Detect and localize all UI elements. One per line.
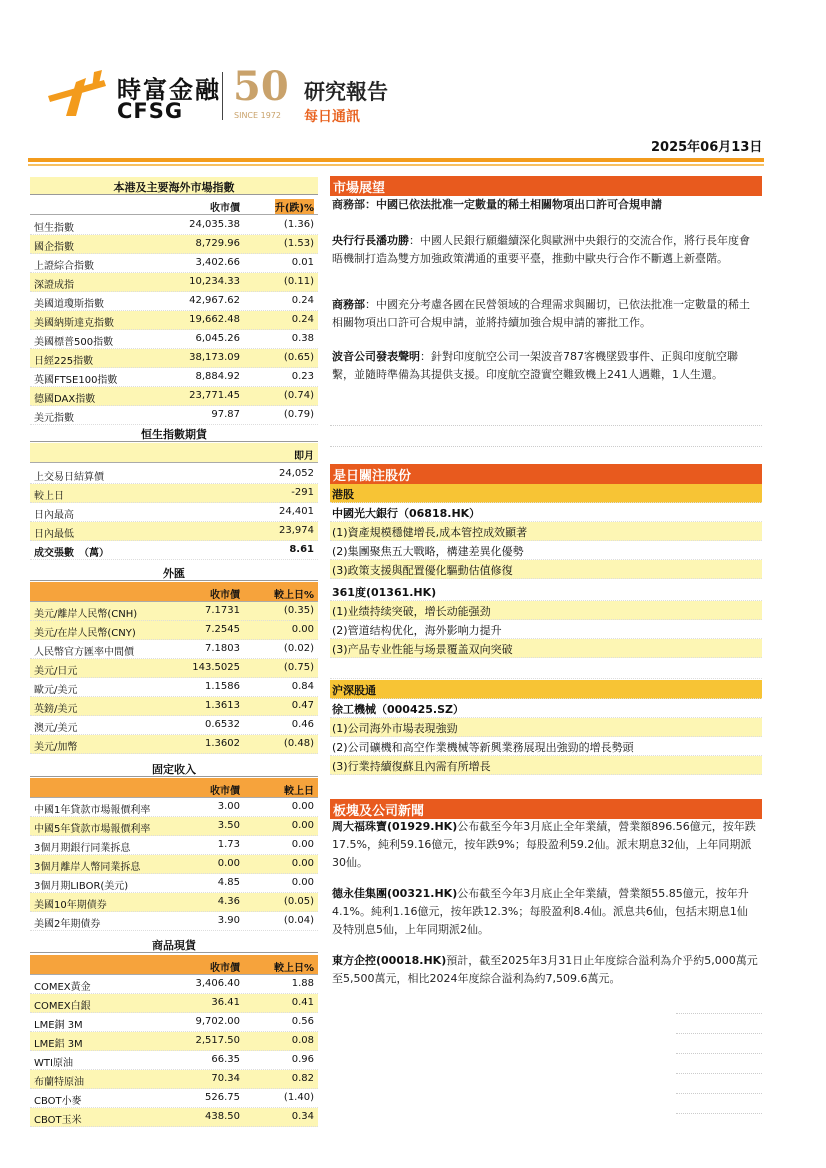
index-change: (0.79) (283, 409, 314, 420)
table-row (30, 1013, 318, 1032)
section-title: 外匯 (163, 567, 185, 580)
rate-value: 4.36 (217, 896, 240, 907)
blank-row (330, 660, 762, 679)
stock-name (330, 699, 762, 718)
stock-name-text: 徐工機械（000425.SZ） (332, 703, 464, 716)
table-row (30, 465, 318, 484)
rate-value: 0.00 (217, 858, 240, 869)
index-price: 3,402.66 (195, 257, 240, 268)
rate-name: 美國10年期債券 (34, 900, 107, 911)
table-row (30, 273, 318, 292)
column-header: 收市價 (210, 590, 240, 601)
futures-value: -291 (291, 487, 314, 498)
fx-price: 1.3613 (205, 700, 240, 711)
table-row (30, 697, 318, 716)
column-header: 收市價 (210, 203, 240, 214)
futures-value: 24,401 (279, 506, 314, 517)
stock-point-text: (3)政策支援與配置優化驅動估值修復 (332, 564, 513, 577)
column-header: 收市價 (210, 963, 240, 974)
table-row (30, 311, 318, 330)
commodity-price: 36.41 (211, 997, 240, 1008)
futures-label: 日內最低 (34, 529, 74, 540)
news-item-3: 東方企控(00018.HK)預計，截至2025年3月31日止年度綜合溢利為介乎約5,000萬元至5,500萬元，相比2024年度綜合溢利為約7,509.6萬元。 (332, 954, 758, 985)
stock-name-text: 中國光大銀行（06818.HK） (332, 507, 481, 520)
table-header (30, 443, 318, 463)
index-price: 24,035.38 (189, 219, 240, 230)
fx-price: 0.6532 (205, 719, 240, 730)
table-row (30, 994, 318, 1013)
stock-point (330, 718, 762, 737)
futures-label: 較上日 (34, 491, 64, 502)
index-change: 0.01 (291, 257, 314, 268)
fx-price: 1.1586 (205, 681, 240, 692)
futures-value: 24,052 (279, 468, 314, 479)
index-change: (0.11) (283, 276, 314, 287)
report-subtitle: 每日通訊 (304, 109, 360, 125)
fx-price: 1.3602 (205, 738, 240, 749)
table-row (30, 235, 318, 254)
column-header: 較上日 (284, 786, 314, 797)
market-paragraph-2: 商務部：中國充分考慮各國在民營領域的合理需求與關切，已依法批准一定數量的稀土相關物項出口許可合規申請，並將持續加強合規申請的審批工作。 (332, 298, 750, 329)
section-title-fixed-income (30, 759, 318, 777)
fx-name: 英鎊/美元 (34, 704, 78, 715)
index-name: 美國道瓊斯指數 (34, 299, 104, 310)
stock-point-text: (3)行業持續復蘇且內需有所增長 (332, 760, 491, 773)
table-row (30, 874, 318, 893)
anniversary-logo: 50 (233, 63, 289, 110)
market-paragraph-1: 央行行長潘功勝：中國人民銀行願繼續深化與歐洲中央銀行的交流合作，將行長年度會晤機制打造為雙方加強政策溝通的重要平臺，推動中歐央行合作不斷邁上新臺階。 (332, 234, 750, 265)
rate-change: (0.05) (283, 896, 314, 907)
table-row (30, 216, 318, 235)
commodity-price: 526.75 (205, 1092, 240, 1103)
stock-name (330, 503, 762, 522)
commodity-name: COMEX白銀 (34, 1001, 91, 1012)
commodity-change: (1.40) (283, 1092, 314, 1103)
futures-value: 23,974 (279, 525, 314, 536)
commodity-name: COMEX黃金 (34, 982, 91, 993)
logo-divider (222, 72, 223, 120)
report-date: 2025年06月13日 (651, 140, 763, 155)
table-row (30, 541, 318, 560)
section-title: 固定收入 (152, 763, 196, 776)
index-change: (1.36) (283, 219, 314, 230)
section-title: 本港及主要海外市場指數 (113, 181, 235, 194)
commodity-change: 0.56 (291, 1016, 314, 1027)
stock-point (330, 639, 762, 658)
table-row (30, 735, 318, 754)
fx-price: 143.5025 (192, 662, 240, 673)
divider (676, 1013, 762, 1015)
divider (330, 425, 762, 427)
table-row (30, 912, 318, 931)
market-paragraph-3: 波音公司發表聲明：針對印度航空公司一架波音787客機墜毀事件、正與印度航空聯繫，並隨時準備為其提供支援。印度航空證實空難致機上241人遇難，1人生還。 (332, 350, 738, 381)
fx-change: 0.46 (291, 719, 314, 730)
stock-point (330, 522, 762, 541)
rate-value: 1.73 (217, 839, 240, 850)
index-price: 97.87 (211, 409, 240, 420)
rate-value: 4.85 (217, 877, 240, 888)
fx-name: 美元/離岸人民幣(CNH) (34, 609, 138, 620)
fx-change: (0.35) (283, 605, 314, 616)
table-row (30, 602, 318, 621)
commodity-change: 0.96 (291, 1054, 314, 1065)
table-row (30, 387, 318, 406)
table-row (30, 659, 318, 678)
index-change: (1.53) (283, 238, 314, 249)
futures-label: 上交易日結算價 (34, 472, 104, 483)
stock-point-text: (1)資產規模穩健增長,成本管控成效顯著 (332, 526, 528, 539)
table-row (30, 292, 318, 311)
commodity-name: CBOT小麥 (34, 1096, 82, 1107)
table-row (30, 503, 318, 522)
column-header: 收市價 (210, 786, 240, 797)
column-header: 升(跌)% (275, 199, 314, 214)
stock-point-text: (1)公司海外市場表現強勁 (332, 722, 458, 735)
stock-name (330, 582, 762, 601)
commodity-price: 438.50 (205, 1111, 240, 1122)
index-change: 0.24 (291, 295, 314, 306)
table-row (30, 1108, 318, 1127)
divider (330, 446, 762, 448)
sector-news-header: 板塊及公司新聞 (330, 799, 762, 819)
commodity-price: 70.34 (211, 1073, 240, 1084)
index-change: (0.65) (283, 352, 314, 363)
stock-name-text: 361度(01361.HK) (332, 586, 437, 599)
rate-value: 3.50 (217, 820, 240, 831)
fx-change: (0.75) (283, 662, 314, 673)
table-row (30, 1089, 318, 1108)
rate-change: 0.00 (291, 839, 314, 850)
fx-name: 歐元/美元 (34, 685, 78, 696)
table-row (30, 975, 318, 994)
rate-change: 0.00 (291, 820, 314, 831)
table-row (30, 254, 318, 273)
stock-point (330, 560, 762, 579)
table-row (30, 1051, 318, 1070)
section-title: 商品現貨 (152, 939, 196, 952)
table-row (30, 1032, 318, 1051)
commodity-name: LME鋁 3M (34, 1039, 83, 1050)
stock-point-text: (2)管道结构优化，海外影响力提升 (332, 624, 502, 637)
commodity-change: 1.88 (291, 978, 314, 989)
commodity-name: LME銅 3M (34, 1020, 83, 1031)
index-change: 0.24 (291, 314, 314, 325)
commodity-price: 9,702.00 (195, 1016, 240, 1027)
commodity-price: 66.35 (211, 1054, 240, 1065)
rate-name: 中國5年貸款市場報價利率 (34, 824, 151, 835)
commodity-change: 0.08 (291, 1035, 314, 1046)
commodity-change: 0.34 (291, 1111, 314, 1122)
index-name: 深證成指 (34, 280, 74, 291)
news-item-1: 周大福珠寶(01929.HK)公布截至今年3月底止全年業績，營業額896.56億元，按年跌17.5%，純利59.16億元，按年跌9%；每股盈利59.2仙。派末期息32仙，上年同期派30仙。 (332, 820, 756, 869)
table-row (30, 836, 318, 855)
fx-name: 美元/日元 (34, 666, 78, 677)
table-row (30, 349, 318, 368)
index-price: 38,173.09 (189, 352, 240, 363)
stock-point (330, 756, 762, 775)
market-outlook-header: 市場展望 (330, 176, 762, 196)
commodity-name: 布蘭特原油 (34, 1077, 84, 1088)
section-title-fx (30, 563, 318, 581)
table-header (30, 195, 318, 215)
fx-change: 0.47 (291, 700, 314, 711)
table-row (30, 678, 318, 697)
column-header: 較上日% (273, 963, 314, 974)
index-name: 德國DAX指數 (34, 394, 96, 405)
divider (676, 1053, 762, 1055)
rate-name: 3個月離岸人幣同業拆息 (34, 862, 141, 873)
table-row (30, 621, 318, 640)
fx-change: 0.84 (291, 681, 314, 692)
stock-point (330, 737, 762, 756)
fx-price: 7.2545 (205, 624, 240, 635)
rate-name: 3個月期LIBOR(美元) (34, 881, 129, 892)
index-change: 0.38 (291, 333, 314, 344)
connect-stocks-label (330, 680, 762, 699)
fx-name: 美元/在岸人民幣(CNY) (34, 628, 136, 639)
anniversary-since: SINCE 1972 (234, 111, 281, 120)
section-title-commodities (30, 935, 318, 953)
commodity-name: WTI原油 (34, 1058, 73, 1069)
fx-change: (0.02) (283, 643, 314, 654)
rate-change: (0.04) (283, 915, 314, 926)
commodity-price: 3,406.40 (195, 978, 240, 989)
rate-change: 0.00 (291, 877, 314, 888)
fx-change: 0.00 (291, 624, 314, 635)
table-row (30, 640, 318, 659)
table-header (30, 778, 318, 798)
column-header: 較上日% (273, 590, 314, 601)
stock-point-text: (1)业绩持续突破，增长动能强劲 (332, 605, 491, 618)
table-row (30, 484, 318, 503)
table-row (30, 330, 318, 349)
rate-name: 3個月期銀行同業拆息 (34, 843, 131, 854)
commodity-change: 0.82 (291, 1073, 314, 1084)
fx-name: 人民幣官方匯率中間價 (34, 647, 134, 658)
report-title: 研究報告 (304, 80, 388, 104)
column-header: 即月 (294, 451, 314, 462)
index-price: 19,662.48 (189, 314, 240, 325)
index-name: 國企指數 (34, 242, 74, 253)
connect-stocks-label-text: 沪深股通 (332, 684, 376, 697)
logo-english: CFSG (117, 99, 184, 123)
rate-name: 美國2年期債券 (34, 919, 101, 930)
fx-name: 澳元/美元 (34, 723, 78, 734)
table-row (30, 817, 318, 836)
stock-point (330, 601, 762, 620)
focus-stocks-header: 是日關注股份 (330, 464, 762, 484)
hk-stocks-label (330, 484, 762, 503)
index-name: 美國納斯達克指數 (34, 318, 114, 329)
divider (676, 1073, 762, 1075)
header-rule-light (28, 164, 764, 166)
hk-stocks-label-text: 港股 (332, 488, 354, 501)
fx-price: 7.1803 (205, 643, 240, 654)
fx-change: (0.48) (283, 738, 314, 749)
stock-point (330, 541, 762, 560)
rate-name: 中國1年貸款市場報價利率 (34, 805, 151, 816)
index-change: 0.23 (291, 371, 314, 382)
index-name: 美元指數 (34, 413, 74, 424)
stock-point (330, 620, 762, 639)
commodity-change: 0.41 (291, 997, 314, 1008)
rate-change: 0.00 (291, 801, 314, 812)
futures-label: 成交張數 （萬） (34, 548, 109, 559)
table-row (30, 1070, 318, 1089)
divider (676, 1113, 762, 1115)
index-price: 6,045.26 (195, 333, 240, 344)
logo-chinese: 時富金融 (117, 76, 221, 104)
section-title-indices (30, 177, 318, 195)
rate-value: 3.00 (217, 801, 240, 812)
header-rule (28, 158, 764, 162)
table-row (30, 893, 318, 912)
fx-name: 美元/加幣 (34, 742, 78, 753)
futures-value: 8.61 (289, 544, 314, 555)
index-price: 8,729.96 (195, 238, 240, 249)
cfsg-logo-icon (46, 66, 116, 118)
table-row (30, 522, 318, 541)
section-title-futures (30, 424, 318, 442)
futures-label: 日內最高 (34, 510, 74, 521)
market-headline: 商務部：中國已依法批准一定數量的稀土相關物項出口許可合規申請 (332, 198, 662, 211)
index-change: (0.74) (283, 390, 314, 401)
fx-price: 7.1731 (205, 605, 240, 616)
table-row (30, 798, 318, 817)
table-row (30, 368, 318, 387)
news-item-2: 德永佳集團(00321.HK)公布截至今年3月底止全年業績，營業額55.85億元，按年升4.1%。純利1.16億元，按年跌12.3%；每股盈利8.4仙。派息共6仙，包括末期息1仙及特別息5仙，上年同期派2仙。 (332, 887, 749, 936)
rate-change: 0.00 (291, 858, 314, 869)
section-title: 恒生指數期貨 (141, 428, 207, 441)
index-price: 42,967.62 (189, 295, 240, 306)
stock-point-text: (2)公司礦機和高空作業機械等新興業務展現出強勁的增長勢頭 (332, 741, 634, 754)
divider (676, 1033, 762, 1035)
table-row (30, 716, 318, 735)
index-name: 恒生指數 (34, 223, 74, 234)
commodity-name: CBOT玉米 (34, 1115, 82, 1126)
index-name: 日經225指數 (34, 356, 94, 367)
table-header (30, 955, 318, 975)
index-name: 上證綜合指數 (34, 261, 94, 272)
table-row (30, 855, 318, 874)
table-header (30, 582, 318, 602)
index-price: 10,234.33 (189, 276, 240, 287)
index-price: 8,884.92 (195, 371, 240, 382)
index-name: 英國FTSE100指數 (34, 375, 118, 386)
divider (676, 1093, 762, 1095)
stock-point-text: (3)产品专业性能与场景覆盖双向突破 (332, 643, 513, 656)
rate-value: 3.90 (217, 915, 240, 926)
stock-point-text: (2)集團聚焦五大戰略，構建差異化優勢 (332, 545, 524, 558)
commodity-price: 2,517.50 (195, 1035, 240, 1046)
table-row (30, 406, 318, 425)
index-name: 美國標普500指數 (34, 337, 114, 348)
index-price: 23,771.45 (189, 390, 240, 401)
